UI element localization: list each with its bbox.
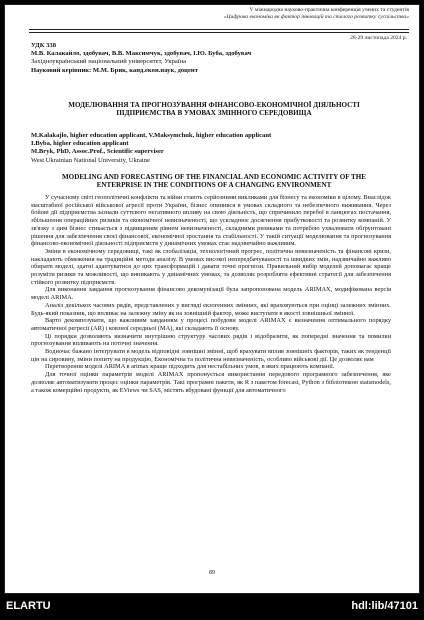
repository-footer-bar [0, 594, 424, 620]
conference-theme: «Цифрова економіка як фактор інновацій та сталого розвитку суспільства» [223, 14, 409, 20]
conference-header [224, 7, 409, 21]
paragraph: Аналіз декількох часових рядів, представлених у вигляді екзогенних змінних, які враховуються при оцінці залежних змінних. Будь-який показник, що впливає на залежну зміну як на зовнішній фактор, може виступати в якості зовнішньої змінної. [31, 301, 391, 317]
paragraph: Варто декомпозувати, що важливим завданням у процесі побудови моделі ARIMAX є визначення оптимального порядку автоматичної регресії (AR) і ковзної середньої (MA), які складають її основу. [31, 317, 391, 332]
supervisor-ua [31, 67, 401, 75]
udc-code: УДК 338 [31, 42, 57, 49]
article-title-en: MODELING AND FORECASTING OF THE FINANCIAL AND ECONOMIC ACTIVITY OF THE ENTERPRISE IN THE CONDITIONS OF A CHANGING ENVIRONMENT [61, 173, 367, 190]
paragraph: Для виконання завдання прогнозування фінансово декомунізації була запропонована модель ARIMAX, модифікована версія моделі ARIMA. [31, 286, 391, 302]
paragraph: Ці порядки дозволяють визначити внутрішню структуру часових рядів і відобразити, як попередні значення та помилки прогнозування впливають на поточні значення. [31, 332, 391, 348]
conference-name: V міжнародна науково-практична конференція учених та студентів [249, 7, 409, 13]
university-ua: Західноукраїнський національний університет, Україна [31, 58, 187, 66]
authors-en-line1: M.Kalakajlo, higher education applicant, V.Maksymchuk, higher education applicant [31, 132, 272, 139]
paragraph: Перетворення моделі ARIMA в arimax краще підходить для нестабільних умов, в яких працюють компанії. [45, 363, 335, 371]
header-divider [29, 29, 409, 33]
authors-en [31, 132, 401, 165]
repository-name: ELARTU [6, 600, 51, 612]
authors-en-line3: M.Bryk, PhD, Assoc.Prof., Scientific superviser [31, 148, 164, 156]
article-body [31, 194, 391, 394]
paragraph: Водночас бажано інтегрувати в модель відповідні зовнішні змінні, щоб врахувати вплив зовнішніх факторів, таких як тенденції цін на сировину, зміни попиту на продукцію, Економічна та політична невизначеність, особливо військові дії. Це дозволяє вам [31, 348, 391, 363]
supervisor-label: Науковий керівник: [31, 66, 92, 74]
conference-date: 28-29 листопада 2024 р. [350, 35, 407, 41]
university-en: West Ukrainian National University, Ukraine [31, 156, 150, 164]
paragraph: У сучасному світі геополітичні конфлікти та війни стають серйозними викликами для бізнесу та економіки в цілому. Внаслідок масштабної російської військової агресії проти України, бізнес опинився в умовах складного та небезпечного виживання. Через бойові дії підприємства зазнали суттєвого негативного впливу на свою діяльність, що спричинило перебої в ланцюгах постачання, збільшення операційних ризиків та економічної невизначеності, що ускладнює досягнення прибутковості та розвитку компаній. У зв'язку з цим бізнес стикається з підвищеним рівнем невизначеності, складними ризиками та потребою ухвалювати обґрунтовані рішення для забезпечення своєї фінансової, економічної зростання та стабільності. У такій ситуації моделювання та прогнозування фінансово-економічної діяльності підприємств у динамічних умовах стає надзвичайно важливим. [31, 194, 391, 248]
article-title-ua: МОДЕЛЮВАННЯ ТА ПРОГНОЗУВАННЯ ФІНАНСОВО-ЕКОНОМІЧНОЇ ДІЯЛЬНОСТІ ПІДПРИЄМСТВА В УМОВАХ ЗМІННОГО СЕРЕДОВИЩА [68, 101, 360, 118]
page-number: 89 [209, 570, 215, 576]
paragraph: Зміни в економічному середовищі, такі як глобалізація, технологічний прогрес, політична невизначеність та фінансові кризи, накладають обмеження на традиційні методи аналізу. В умовах високої непередбачуваності та швидких змін, надзвичайно важливо обирати моделі, здатні адаптуватися до цих трансформацій і давати точні прогнози. Правильний вибір моделей допомагає краще розуміти ризики та можливості, що виникають у динамічних умовах, та дозволяє розробляти ефективні стратегії для забезпечення стійкого розвитку підприємств. [31, 247, 391, 286]
paragraph: Для точної оцінки параметрів моделі ARIMAX пропонується використання передового програмного забезпечення, яке дозволяє автоматизувати процес оцінки параметрів. Такі програмні пакети, як R з пакетом forecast, Python з бібліотекою statsmodels, а також комерційні продукти, як EViews чи SAS, містять вбудовані функції для автоматичного [31, 371, 391, 394]
authors-ua: М.В. Калакайло, здобувач, В.В. Максимчук, здобувач, І.Ю. Буба, здобувач [31, 50, 252, 58]
document-page [4, 4, 420, 594]
supervisor-name: М.М. Брик, канд.екон.наук, доцент [91, 66, 198, 74]
authors-en-line2: I.Byba, higher education applicant [31, 140, 129, 148]
article-meta [31, 42, 401, 75]
handle-id[interactable]: hdl:lib/47101 [351, 600, 418, 612]
